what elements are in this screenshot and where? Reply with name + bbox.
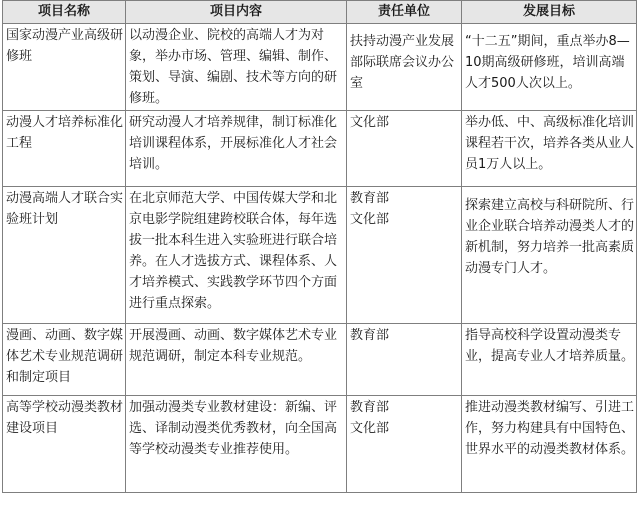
development-goal-cell: “十二五”期间，重点举办8—10期高级研修班，培训高端人才500人次以上。: [462, 24, 637, 111]
responsible-unit-cell: [347, 24, 462, 111]
development-goal-cell: 推进动漫类教材编写、引进工作，努力构建具有中国特色、世界水平的动漫类教材体系。: [462, 396, 637, 493]
responsible-unit: 文化部: [350, 212, 390, 227]
project-content-cell: 加强动漫类专业教材建设：新编、评选、译制动漫类优秀教材，向全国高等学校动漫类专业推荐使用。: [126, 396, 347, 493]
table-row: [3, 111, 637, 187]
project-name-cell: 国家动漫产业高级研修班: [3, 24, 126, 111]
project-table: [2, 0, 637, 493]
responsible-unit-cell: [347, 396, 462, 493]
table-row: [3, 24, 637, 111]
responsible-unit-cell: [347, 324, 462, 396]
project-content-cell: 在北京师范大学、中国传媒大学和北京电影学院组建跨校联合体，每年选拔一批本科生进入实验班进行联合培养。在人才选拔方式、课程体系、人才培养模式、实践教学环节四个方面进行重点探索。: [126, 187, 347, 324]
project-content-cell: 以动漫企业、院校的高端人才为对象，举办市场、管理、编辑、制作、策划、导演、编剧、技术等方向的研修班。: [126, 24, 347, 111]
development-goal-cell: 举办低、中、高级标准化培训课程若干次，培养各类从业人员1万人以上。: [462, 111, 637, 187]
header-responsible-unit: 责任单位: [347, 1, 462, 24]
responsible-unit: 教育部: [350, 191, 390, 206]
project-name-cell: 动漫人才培养标准化工程: [3, 111, 126, 187]
header-development-goal: 发展目标: [462, 1, 637, 24]
responsible-unit: 文化部: [350, 421, 390, 436]
table-row: [3, 187, 637, 324]
project-name-cell: 动漫高端人才联合实验班计划: [3, 187, 126, 324]
responsible-unit-cell: [347, 111, 462, 187]
header-project-content: 项目内容: [126, 1, 347, 24]
table-row: [3, 324, 637, 396]
development-goal-cell: 指导高校科学设置动漫类专业，提高专业人才培养质量。: [462, 324, 637, 396]
project-content-cell: 研究动漫人才培养规律，制订标准化培训课程体系，开展标准化人才社会培训。: [126, 111, 347, 187]
table-row: [3, 396, 637, 493]
responsible-unit: 扶持动漫产业发展部际联席会议办公室: [350, 34, 455, 91]
project-content-cell: 开展漫画、动画、数字媒体艺术专业规范调研，制定本科专业规范。: [126, 324, 347, 396]
project-name-cell: 漫画、动画、数字媒体艺术专业规范调研和制定项目: [3, 324, 126, 396]
responsible-unit-cell: [347, 187, 462, 324]
responsible-unit: 文化部: [350, 115, 390, 130]
header-row: [3, 1, 637, 24]
responsible-unit: 教育部: [350, 400, 390, 415]
responsible-unit: 教育部: [350, 328, 390, 343]
header-project-name: 项目名称: [3, 1, 126, 24]
development-goal-cell: 探索建立高校与科研院所、行业企业联合培养动漫类人才的新机制，努力培养一批高素质动漫专门人才。: [462, 187, 637, 324]
project-name-cell: 高等学校动漫类教材建设项目: [3, 396, 126, 493]
